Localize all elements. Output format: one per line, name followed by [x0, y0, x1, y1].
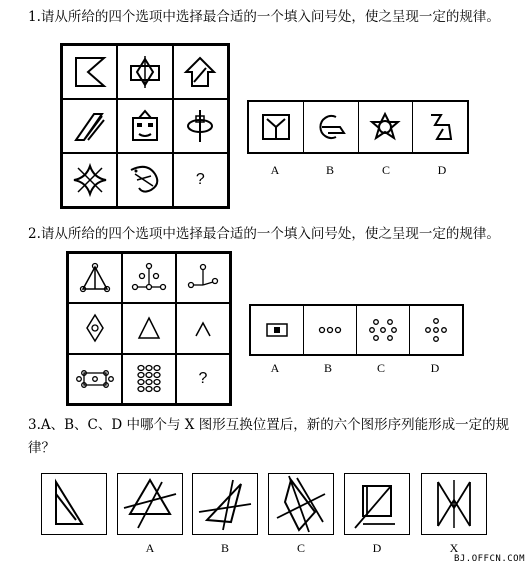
q2-option-a-label: A: [270, 361, 280, 375]
q2-option-d-label: D: [430, 361, 440, 375]
q1-cell-2: [117, 45, 172, 99]
q2-cell-2: [122, 253, 176, 303]
q2-cell-3: [176, 253, 230, 303]
q3-option-a-label: A: [145, 541, 155, 555]
q2-option-b-figure[interactable]: [304, 306, 357, 354]
question-2-text: 2.请从所给的四个选项中选择最合适的一个填入问号处，使之呈现一定的规律。: [28, 226, 500, 242]
q3-figure-x: [421, 473, 487, 535]
q1-option-b-label: B: [325, 163, 334, 177]
q2-cell-8: [122, 354, 176, 404]
q2-cell-1: [68, 253, 122, 303]
q1-option-a-figure[interactable]: [249, 102, 304, 152]
q3-option-c-figure[interactable]: [268, 473, 334, 535]
q3-option-c-label: C: [296, 541, 305, 555]
q1-cell-4: [62, 99, 117, 153]
q1-option-b-figure[interactable]: [304, 102, 359, 152]
q3-option-d-figure[interactable]: [344, 473, 410, 535]
q1-options: [247, 100, 469, 154]
q2-cell-7: [68, 354, 122, 404]
q2-cell-6: [176, 303, 230, 353]
q1-question-mark: ?: [195, 171, 205, 188]
q1-option-a-label: A: [270, 163, 280, 177]
q2-option-a-figure[interactable]: [251, 306, 304, 354]
question-3-text: 3.A、B、C、D 中哪个与 X 图形互换位置后，新的六个图形序列能形成一定的规律？: [28, 417, 510, 456]
q1-cell-3: [173, 45, 228, 99]
q3-option-d-label: D: [372, 541, 382, 555]
question-1-text: 1.请从所给的四个选项中选择最合适的一个填入问号处，使之呈现一定的规律。: [28, 9, 500, 25]
q2-option-c-label: C: [376, 361, 385, 375]
q3-option-a-figure[interactable]: [117, 473, 183, 535]
q1-matrix: [60, 43, 230, 209]
q3-figure-1: [41, 473, 107, 535]
q2-cell-4: [68, 303, 122, 353]
q3-option-b-label: B: [220, 541, 229, 555]
q3-option-b-figure[interactable]: [192, 473, 258, 535]
q1-option-d-figure[interactable]: [413, 102, 467, 152]
q2-matrix: [66, 251, 232, 406]
q1-cell-5: [117, 99, 172, 153]
watermark: BJ.OFFCN.COM: [453, 554, 525, 564]
q2-option-d-figure[interactable]: [410, 306, 462, 354]
q1-option-c-label: C: [381, 163, 390, 177]
q1-cell-7: [62, 153, 117, 207]
q3-figure-x-label: X: [449, 541, 459, 555]
q2-option-c-figure[interactable]: [357, 306, 410, 354]
q2-question-cell: [176, 354, 230, 404]
q1-cell-1: [62, 45, 117, 99]
q2-cell-5: [122, 303, 176, 353]
q2-option-b-label: B: [323, 361, 332, 375]
q1-cell-6: [173, 99, 228, 153]
q1-option-c-figure[interactable]: [359, 102, 414, 152]
q2-question-mark: ?: [198, 369, 208, 387]
q1-cell-8: [117, 153, 172, 207]
q1-question-cell: [173, 153, 228, 207]
q2-options: [249, 304, 464, 356]
q1-option-d-label: D: [437, 163, 447, 177]
